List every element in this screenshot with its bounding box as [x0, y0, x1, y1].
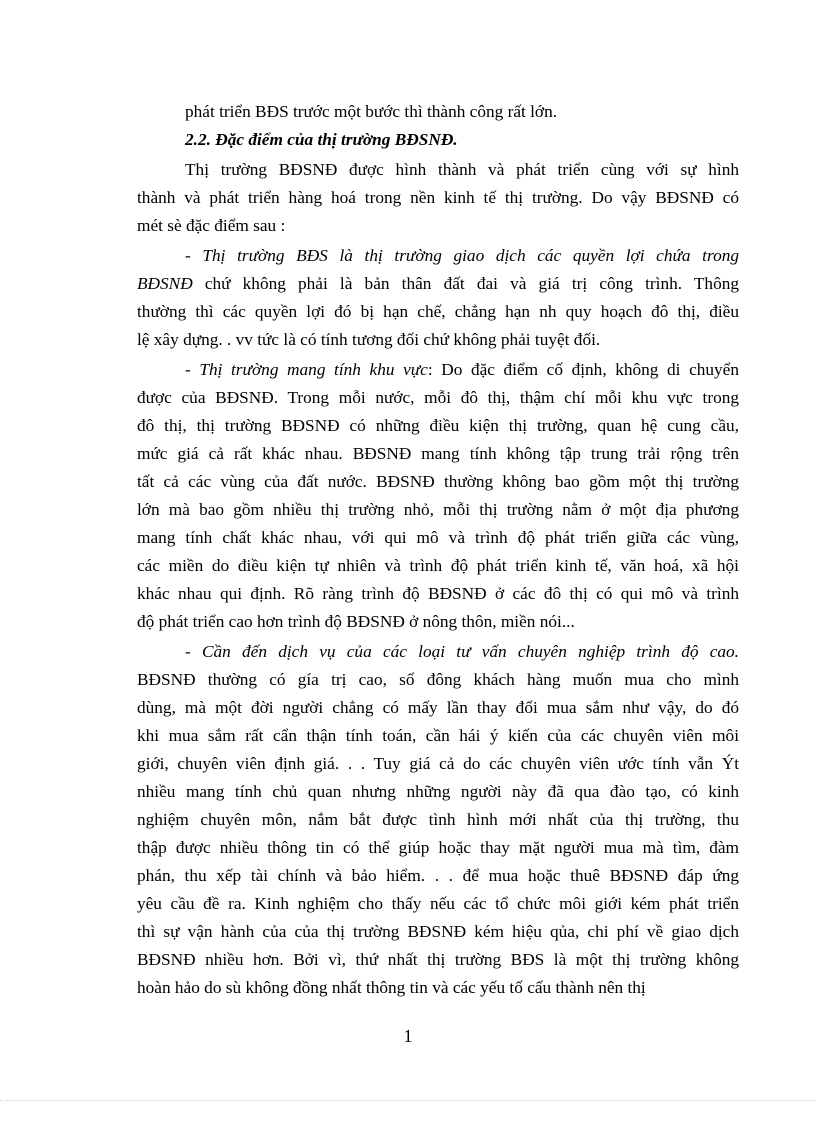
text-line: lệ xây dựng. . vv tức là có tính tương đối chứ không phải tuyệt đối.	[137, 330, 601, 349]
text-line: thành và phát triển hàng hoá trong nền kinh tế thị trường. Do vậy BĐSNĐ có	[137, 188, 739, 207]
text-line: giới, chuyên viên định giá. . . Tuy giá cả do các chuyên viên ước tính vẫn Ýt	[137, 754, 739, 773]
text-line: mét sè đặc điểm sau :	[137, 216, 286, 235]
text-line: khi mua sắm rất cẩn thận tính toán, cần hái ý kiến của các chuyên viên môi	[137, 726, 739, 745]
text-line: Thị trường BĐSNĐ được hình thành và phát triển cùng với sự hình	[185, 160, 739, 179]
text-line: được của BĐSNĐ. Trong mỗi nước, mỗi đô thị, thậm chí mỗi khu vực trong	[137, 388, 739, 407]
text-line: các miền do điều kiện tự nhiên và trình độ phát triển kinh tế, văn hoá, xã hội	[137, 556, 739, 575]
bullet-line	[185, 356, 739, 384]
text-line: thì sự vận hành của của thị trường BĐSNĐ kém hiệu qủa, chi phí về giao dịch	[137, 922, 739, 941]
text-line: yêu cầu đề ra. Kinh nghiệm cho thấy nếu các tổ chức môi giới kém phát triển	[137, 894, 739, 913]
text-line: khác nhau qui định. Rõ ràng trình độ BĐSNĐ ở các đô thị có qui mô và trình	[137, 584, 739, 603]
text-line: thập được nhiều thông tin có thể giúp hoặc thay mặt người mua mà tìm, đàm	[137, 838, 739, 857]
text-line: phán, thu xếp tài chính và bảo hiểm. . . để mua hoặc thuê BĐSNĐ đáp ứng	[137, 866, 739, 885]
text-line: dùng, mà một đời người chẳng có mấy lần thay đổi mua sắm như vậy, do đó	[137, 698, 739, 717]
italic-term: BĐSNĐ	[137, 274, 193, 293]
text-line: phát triển BĐS trước một bước thì thành công rất lớn.	[185, 102, 558, 121]
page-number: 1	[403, 1026, 413, 1046]
text-line: hoàn hảo do sù không đồng nhất thông tin và các yếu tố cấu thành nên thị	[137, 978, 646, 997]
section-heading: 2.2. Đặc điểm của thị trường BĐSNĐ.	[185, 130, 458, 149]
bullet-line: - Thị trường BĐS là thị trường giao dịch các quyền lợi chứa trong	[185, 246, 739, 265]
text-line: mang tính chất khác nhau, với qui mô và trình độ phát triển giữa các vùng,	[137, 528, 739, 547]
text-line: thường thì các quyền lợi đó bị hạn chế, chẳng hạn nh quy hoạch đô thị, điều	[137, 302, 739, 321]
text-line: mức giá cả rất khác nhau. BĐSNĐ mang tính không tập trung trải rộng trên	[137, 444, 739, 463]
text-line: nhiều mang tính chủ quan nhưng những người này đã qua đào tạo, có kinh	[137, 782, 739, 801]
text-line: nghiệm chuyên môn, nắm bắt được tình hình mới nhất của thị trường, thu	[137, 810, 739, 829]
text-line: đô thị, thị trường BĐSNĐ có những điều kiện thị trường, quan hệ cung cầu,	[137, 416, 739, 435]
text-run: chứ không phải là bản thân đất đai và giá trị công trình. Thông	[192, 274, 739, 293]
bullet-line: - Cần đến dịch vụ của các loại tư vấn chuyên nghiệp trình độ cao.	[185, 642, 739, 661]
footer-divider	[0, 1100, 816, 1101]
italic-term: - Thị trường mang tính khu vực	[185, 360, 428, 379]
text-line	[137, 270, 739, 298]
text-line: độ phát triển cao hơn trình độ BĐSNĐ ở nông thôn, miền nói...	[137, 612, 575, 631]
text-line: BĐSNĐ nhiều hơn. Bởi vì, thứ nhất thị trường BĐS là một thị trường không	[137, 950, 739, 969]
text-run: : Do đặc điểm cố định, không di chuyển	[427, 360, 739, 379]
text-line: lớn mà bao gồm nhiều thị trường nhỏ, mỗi thị trường nằm ở một địa phương	[137, 500, 739, 519]
text-line: tất cả các vùng của đất nước. BĐSNĐ thường không bao gồm một thị trường	[137, 472, 739, 491]
text-line: BĐSNĐ thường có gía trị cao, số đông khách hàng muốn mua cho mình	[137, 670, 739, 689]
